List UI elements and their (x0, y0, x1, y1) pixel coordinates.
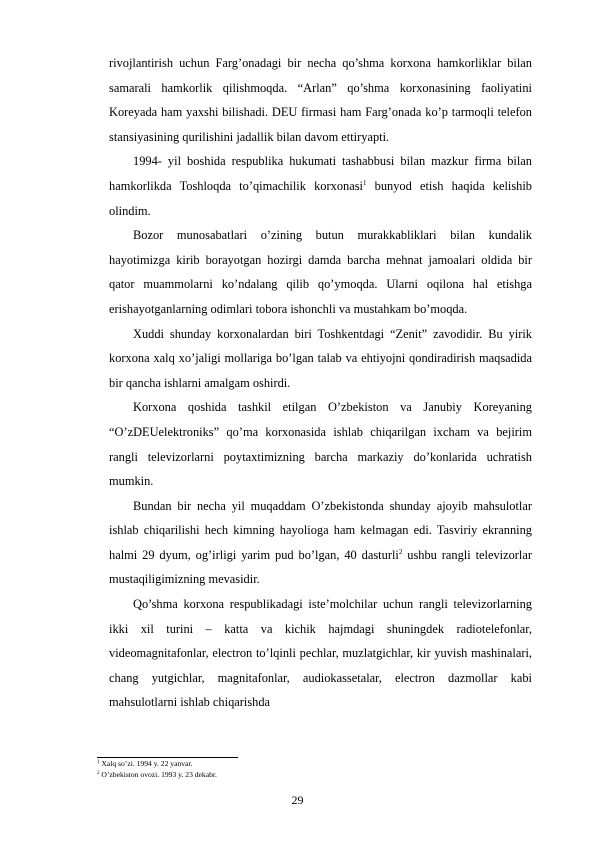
paragraph-market-relations: Bozor munosabatlari o’zining butun murakkabliklari bilan kundalik hayotimizga kirib borayotgan hozirgi damda barcha mehnat jamoalari oldida bir qator muammolarni ko’ndalang qilib qo’ymoqda. Ularni oqilona hal etishga erishayotganlarning odimlari tobora ishonchli va mustahkam bo’moqda. (109, 228, 532, 316)
paragraph-text: Bundan bir necha yil muqaddam O’zbekistonda shunday ajoyib mahsulotlar ishlab chiqarilishi hech kimning hayolioga ham kelmagan edi. Tasviriy ekranning halmi 29 dyum, og’irligi yarim pud bo’lgan, 40 dasturli (109, 498, 532, 562)
paragraph-text: 1994- yil boshida respublika hukumati tashabbusi bilan mazkur firma bilan hamkorlikda Toshloqda to’qimachilik korxonasi (109, 154, 532, 193)
footnote-reference-1[interactable]: 1 (362, 178, 367, 187)
paragraph-zenit-plant: Xuddi shunday korxonalardan biri Toshkentdagi “Zenit” zavodidir. Bu yirik korxona xalq xo’jaligi mollariga bo’lgan talab va ehtiyojni qondiradirish maqsadida bir qancha ishlarni amalgam oshirdi. (109, 326, 532, 390)
page-number: 29 (291, 793, 304, 807)
footnote-1 (97, 759, 217, 770)
paragraph-televisions (109, 494, 532, 592)
footnote-2 (97, 770, 217, 781)
paragraph-continuation: rivojlantirish uchun Farg’onadagi bir necha qo’shma korxona hamkorliklar bilan samarali hamkorlik qilishmoqda. “Arlan” qo’shma korxonasining faoliyatini Koreyada ham yaxshi bilishadi. DEU firmasi ham Farg’onada ko’p tarmoqli telefon stansiyasining qurilishini jadallik bilan davom ettiryapti. (109, 56, 532, 144)
paragraph-products: Qo’shma korxona respublikadagi iste’molchilar uchun rangli televizorlarning ikki xil turini – katta va kichik hajmdagi shuningdek radiotelefonlar, videomagnitafonlar, electron to’lqinli pechlar, muzlatgichlar, kir yuvish mashinalari, chang yutgichlar, magnitafonlar, audiokassetalar, electron dazmollar kabi mahsulotlarni ishlab chiqarishda (109, 597, 532, 710)
footnote-mark: 2 (97, 770, 100, 776)
paragraph-text: bunyod etish haqida kelishib olindim. (109, 178, 532, 218)
paragraph-1994-agreement (109, 149, 532, 223)
footnotes (97, 759, 217, 780)
footnote-text: O’zbekiston ovozi. 1993 y. 23 dekabr. (99, 769, 217, 779)
footnote-divider (97, 757, 238, 758)
page-body (109, 51, 532, 715)
footnote-reference-2[interactable]: 2 (398, 547, 403, 556)
paragraph-joint-venture: Korxona qoshida tashkil etilgan O’zbekiston va Janubiy Koreyaning “O’zDEUelektroniks” qo’ma korxonasida ishlab chiqarilgan ixcham va bejirim rangli televizorlarni poytaxtimizning barcha markaziy do’konlarida uchratish mumkin. (109, 400, 532, 489)
paragraph-text: ushbu rangli televizorlar mustaqiligimizning mevasidir. (109, 547, 532, 587)
footnote-mark: 1 (97, 760, 100, 765)
footnote-text: Xalq so’zi. 1994 y. 22 yanvar. (99, 759, 193, 768)
